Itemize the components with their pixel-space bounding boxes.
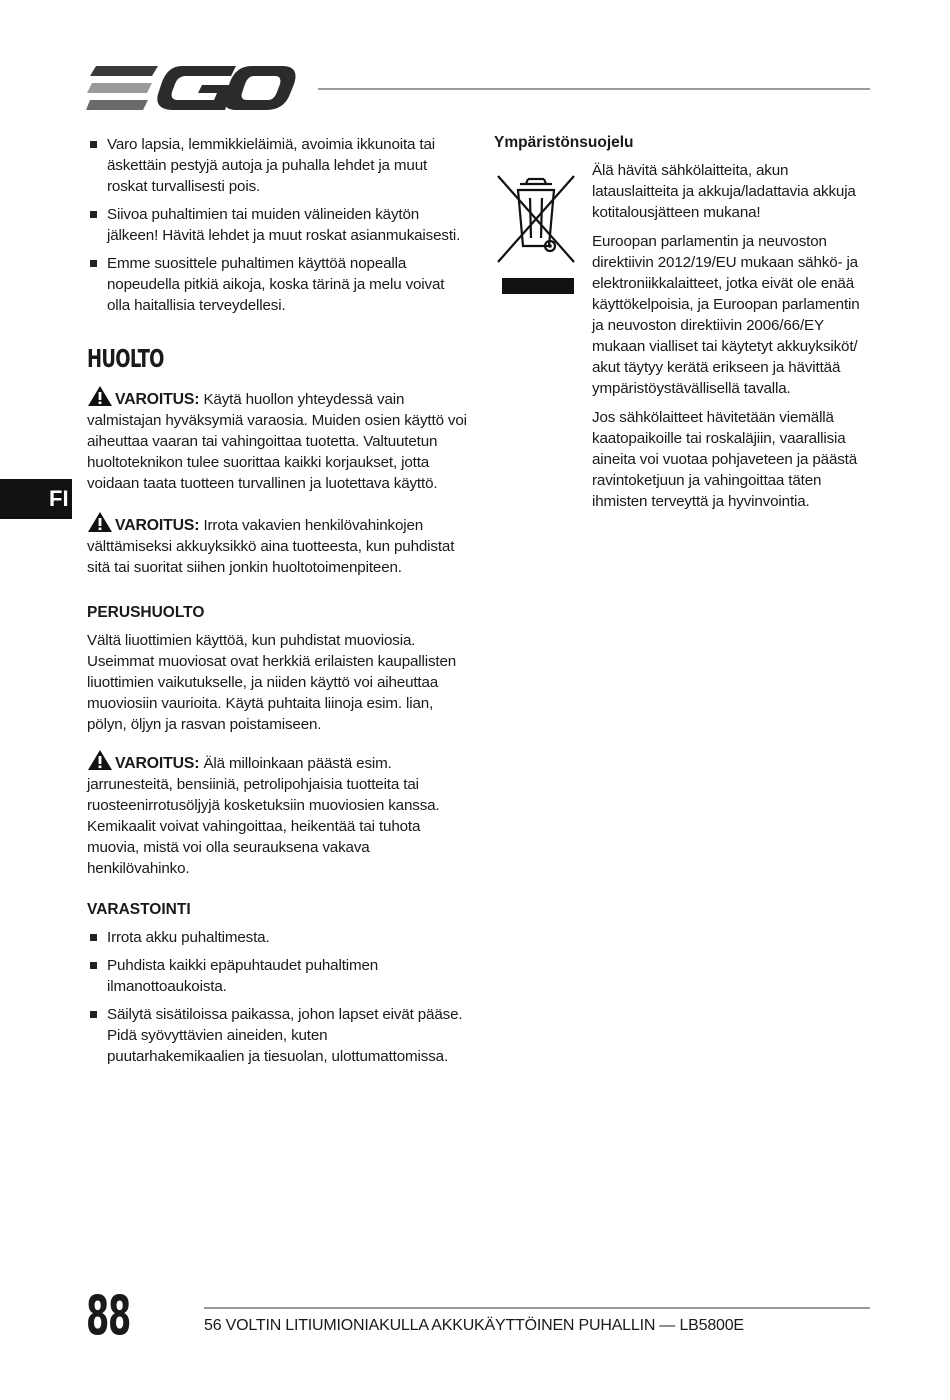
right-column xyxy=(494,134,870,520)
warning-paragraph xyxy=(87,749,467,879)
warning-label: VAROITUS: xyxy=(115,391,200,408)
section-title-environment: Ympäristönsuojelu xyxy=(494,134,634,151)
ego-logo xyxy=(86,64,298,112)
warning-paragraph xyxy=(87,511,467,578)
page-number: 88 xyxy=(86,1284,131,1347)
perushuolto-section xyxy=(87,604,467,879)
section-title-huolto: HUOLTO xyxy=(87,344,164,373)
list-item: Puhdista kaikki epäpuhtaudet puhaltimen ilmanottoaukoista. xyxy=(87,955,467,997)
warning-triangle-icon xyxy=(87,511,113,533)
environment-paragraph: Euroopan parlamentin ja neuvoston direktiivin 2012/19/EU mukaan sähkö- ja elektroniikkalaitteet, jotka eivät ole enää käyttökelpoisia, ja Euroopan parlamentin ja neuvoston direktiivin 2006/66/EY mukaan vialliset tai käytetyt akkuyksiköt/ akut täytyy kerätä erikseen ja hävittää ympäristöystävällisellä tavalla. xyxy=(592,233,860,397)
warning-text: Irrota vakavien henkilövahinkojen välttämiseksi akkuyksikkö aina tuotteesta, kun puhdistat sitä tai suoritat siihen jonkin huoltotoimenpiteen. xyxy=(87,517,455,576)
left-column xyxy=(87,134,467,1074)
varastointi-section xyxy=(87,901,467,1067)
section-title-varastointi: VARASTOINTI xyxy=(87,901,191,918)
intro-bullet-list xyxy=(87,134,467,316)
language-tab: FI xyxy=(0,479,72,519)
list-item: Irrota akku puhaltimesta. xyxy=(87,927,467,948)
warning-triangle-icon xyxy=(87,385,113,407)
warning-text: Älä milloinkaan päästä esim. jarrunesteitä, bensiiniä, petrolipohjaisia tuotteita tai ruosteenirrotusöljyjä kosketuksiin muoviosien kanssa. Kemikaalit voivat vahingoittaa, heikentää tai tuhota muovia, mistä voi olla seurauksena vakava henkilövahinko. xyxy=(87,755,440,877)
warning-paragraph xyxy=(87,385,467,494)
warning-label: VAROITUS: xyxy=(115,755,200,772)
warning-triangle-icon xyxy=(87,749,113,771)
environment-paragraph: Älä hävitä sähkölaitteita, akun latauslaitteita ja akkuja/ladattavia akkuja kotitalousjätteen mukana! xyxy=(592,162,856,221)
list-item: Varo lapsia, lemmikkieläimiä, avoimia ikkunoita tai äskettäin pestyjä autoja ja puhalla lehdet ja muut roskat turvallisesti pois. xyxy=(87,134,467,197)
footer-title: 56 VOLTIN LITIUMIONIAKULLA AKKUKÄYTTÖINEN PUHALLIN — LB5800E xyxy=(204,1317,744,1334)
list-item: Siivoa puhaltimien tai muiden välineiden käytön jälkeen! Hävitä lehdet ja muut roskat asianmukaisesti. xyxy=(87,204,467,246)
warning-label: VAROITUS: xyxy=(115,517,200,534)
section-title-perushuolto: PERUSHUOLTO xyxy=(87,604,205,621)
environment-paragraph: Jos sähkölaitteet hävitetään viemällä kaatopaikoille tai roskaläjiin, vaarallisia aineita voi vuotaa pohjaveteen ja päästä ravintoketjuun ja vahingoittaa täten ihmisten terveyttä ja hyvinvointia. xyxy=(592,409,858,510)
header-rule xyxy=(318,88,870,90)
footer-rule xyxy=(204,1307,870,1309)
list-item: Säilytä sisätiloissa paikassa, johon lapset eivät pääse. Pidä syövyttävien aineiden, kuten puutarhakemikaalien ja tiesuolan, ulottumattomissa. xyxy=(87,1004,467,1067)
environment-text xyxy=(592,160,870,512)
varastointi-bullet-list xyxy=(87,927,467,1067)
list-item: Emme suosittele puhaltimen käyttöä nopealla nopeudella pitkiä aikoja, koska tärinä ja melu voivat olla haitallisia terveydellesi. xyxy=(87,253,467,316)
crossed-bin-icon xyxy=(494,172,578,296)
perushuolto-text: Vältä liuottimien käyttöä, kun puhdistat muoviosia. Useimmat muoviosat ovat herkkiä erilaisten kaupallisten liuottimien vaikutukselle, ja niiden käyttö voi aiheuttaa muoviosiin vaurioita. Käytä puhtaita liinoja esim. lian, pölyn, öljyn ja rasvan poistamiseen. xyxy=(87,632,457,733)
warning-text: Käytä huollon yhteydessä vain valmistajan hyväksymiä varaosia. Muiden osien käyttö voi aiheuttaa vaaran tai vahingoittaa tuotetta. Valtuutetun huoltoteknikon tulee suorittaa kaikki korjaukset, jotta voidaan taata tuotteen turvallinen ja luotettava käyttö. xyxy=(87,391,467,492)
